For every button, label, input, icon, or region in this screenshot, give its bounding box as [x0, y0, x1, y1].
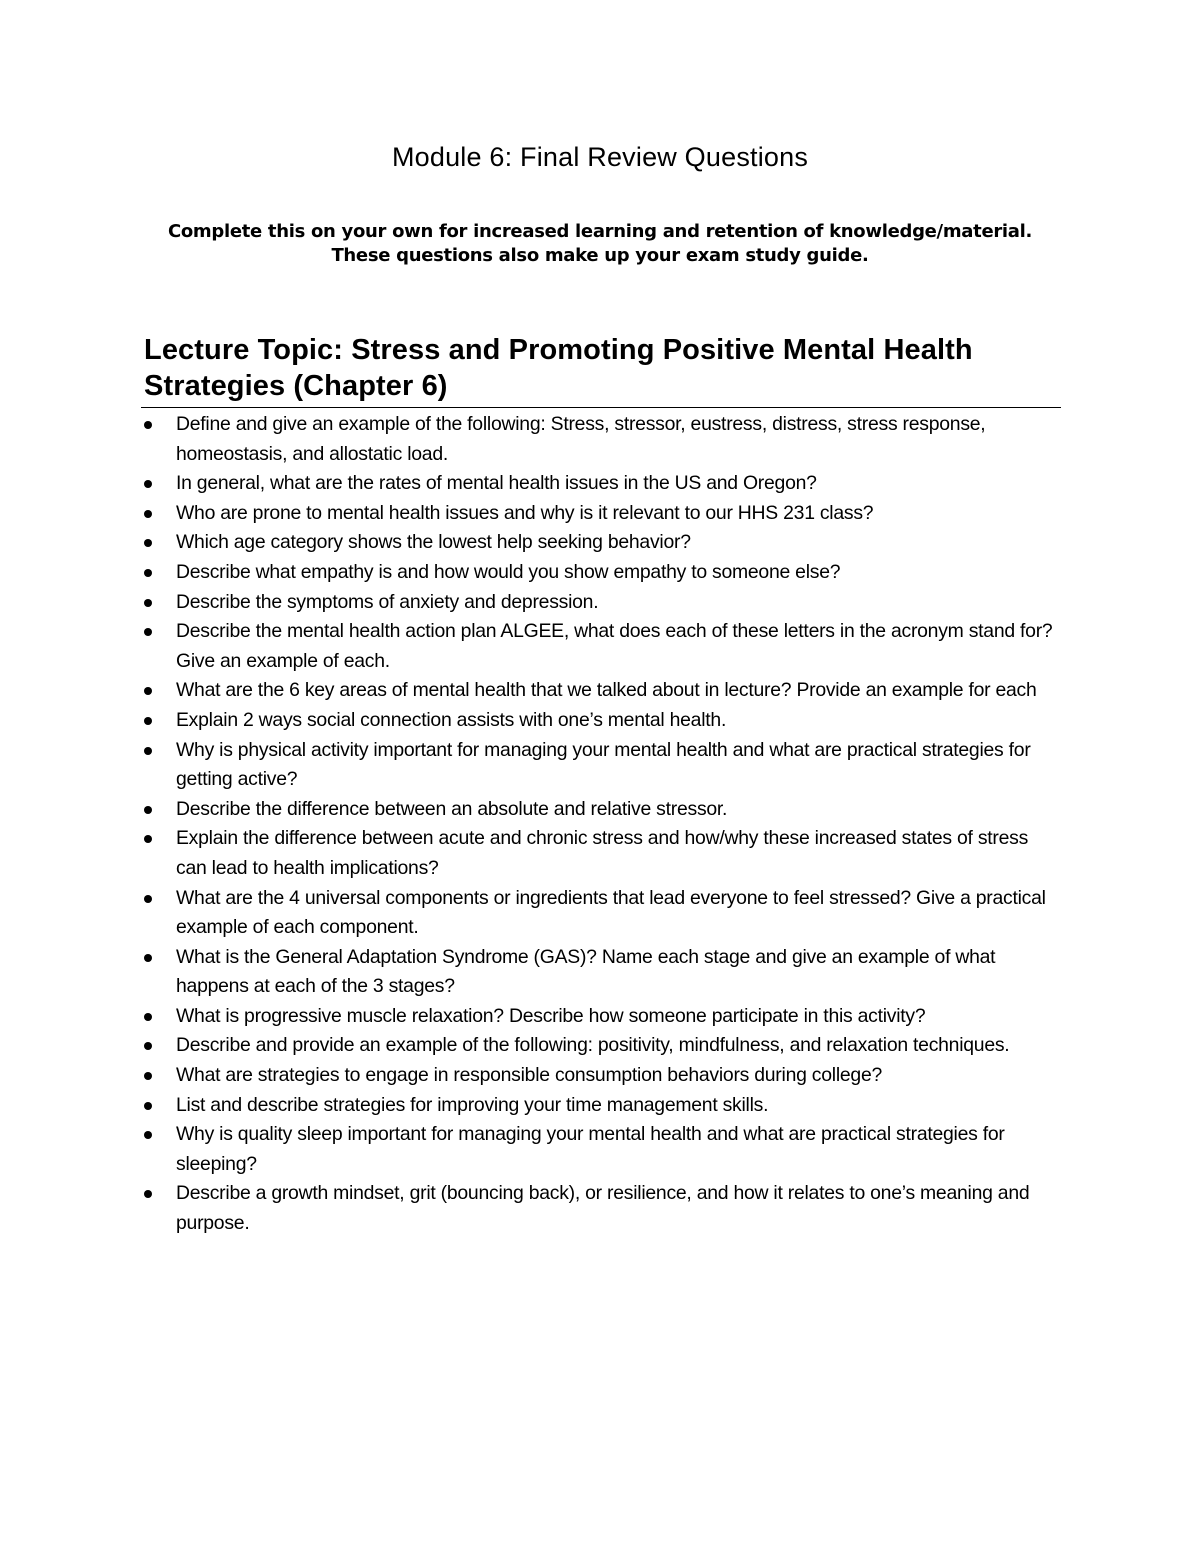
bullet-icon	[144, 1131, 152, 1139]
question-text: Explain the difference between acute and chronic stress and how/why these increased states of stress can lead to health implications?	[176, 827, 1029, 879]
question-text: Who are prone to mental health issues and why is it relevant to our HHS 231 class?	[176, 501, 874, 524]
question-text: What are the 4 universal components or ingredients that lead everyone to feel stressed? Give a practical example of each component.	[176, 886, 1046, 939]
bullet-icon	[144, 1190, 152, 1198]
question-text: Why is physical activity important for managing your mental health and what are practical strategies for getting active?	[176, 738, 1031, 791]
bullet-icon	[144, 480, 152, 488]
list-item	[140, 1061, 1060, 1091]
question-text: List and describe strategies for improving your time management skills.	[176, 1093, 769, 1116]
list-item	[140, 617, 1060, 676]
question-text: Explain 2 ways social connection assists with one’s mental health.	[176, 708, 727, 731]
bullet-icon	[144, 599, 152, 607]
question-text: Describe the symptoms of anxiety and depression.	[176, 590, 599, 613]
bullet-icon	[144, 421, 152, 429]
list-item	[140, 469, 1060, 499]
bullet-icon	[144, 1102, 152, 1110]
instructions-block	[0, 220, 1200, 268]
bullet-icon	[144, 895, 152, 903]
question-text: In general, what are the rates of mental health issues in the US and Oregon?	[176, 472, 817, 495]
list-item	[140, 1002, 1060, 1032]
question-text: Describe the difference between an absolute and relative stressor.	[176, 797, 728, 820]
bullet-icon	[144, 1042, 152, 1050]
list-item	[140, 588, 1060, 618]
instructions-line-1: Complete this on your own for increased learning and retention of knowledge/material.	[167, 221, 1033, 242]
bullet-icon	[144, 747, 152, 755]
list-item	[140, 410, 1060, 469]
bullet-icon	[144, 806, 152, 814]
bullet-icon	[144, 835, 152, 843]
bullet-icon	[144, 1072, 152, 1080]
bullet-icon	[144, 628, 152, 636]
question-text: Describe what empathy is and how would you show empathy to someone else?	[176, 560, 841, 583]
question-text: Which age category shows the lowest help seeking behavior?	[176, 531, 691, 554]
bullet-icon	[144, 510, 152, 518]
bullet-icon	[144, 717, 152, 725]
question-text: Why is quality sleep important for managing your mental health and what are practical strategies for sleeping?	[176, 1123, 1005, 1175]
bullet-icon	[144, 569, 152, 577]
list-item	[140, 1179, 1060, 1238]
list-item	[140, 499, 1060, 529]
question-text: Describe a growth mindset, grit (bouncing back), or resilience, and how it relates to one’s meaning and purpose.	[176, 1182, 1030, 1235]
question-text: What is progressive muscle relaxation? Describe how someone participate in this activity?	[176, 1004, 926, 1027]
question-list	[140, 410, 1060, 1239]
list-item	[140, 824, 1060, 883]
list-item	[140, 736, 1060, 795]
list-item	[140, 1091, 1060, 1121]
question-text: Describe and provide an example of the following: positivity, mindfulness, and relaxation techniques.	[176, 1034, 1010, 1057]
list-item	[140, 943, 1060, 1002]
list-item	[140, 676, 1060, 706]
list-item	[140, 1031, 1060, 1061]
list-item	[140, 528, 1060, 558]
bullet-icon	[144, 539, 152, 547]
question-text: What are strategies to engage in responsible consumption behaviors during college?	[176, 1064, 883, 1087]
question-text: Describe the mental health action plan ALGEE, what does each of these letters in the acronym stand for? Give an example of each.	[176, 620, 1053, 672]
list-item	[140, 795, 1060, 825]
section-heading: Lecture Topic: Stress and Promoting Positive Mental Health Strategies (Chapter 6)	[144, 334, 973, 402]
bullet-icon	[144, 954, 152, 962]
question-text: What are the 6 key areas of mental health that we talked about in lecture? Provide an example for each	[176, 679, 1037, 702]
bullet-icon	[144, 687, 152, 695]
bullet-icon	[144, 1013, 152, 1021]
instructions-line-2: These questions also make up your exam study guide.	[331, 245, 869, 266]
list-item	[140, 1120, 1060, 1179]
question-text: Define and give an example of the following: Stress, stressor, eustress, distress, stress response, homeostasis, and allostatic load.	[176, 413, 986, 465]
page-title: Module 6: Final Review Questions	[391, 142, 809, 172]
list-item	[140, 884, 1060, 943]
list-item	[140, 706, 1060, 736]
question-text: What is the General Adaptation Syndrome (GAS)? Name each stage and give an example of what happens at each of the 3 stages?	[176, 945, 996, 998]
list-item	[140, 558, 1060, 588]
section-divider	[141, 407, 1061, 408]
